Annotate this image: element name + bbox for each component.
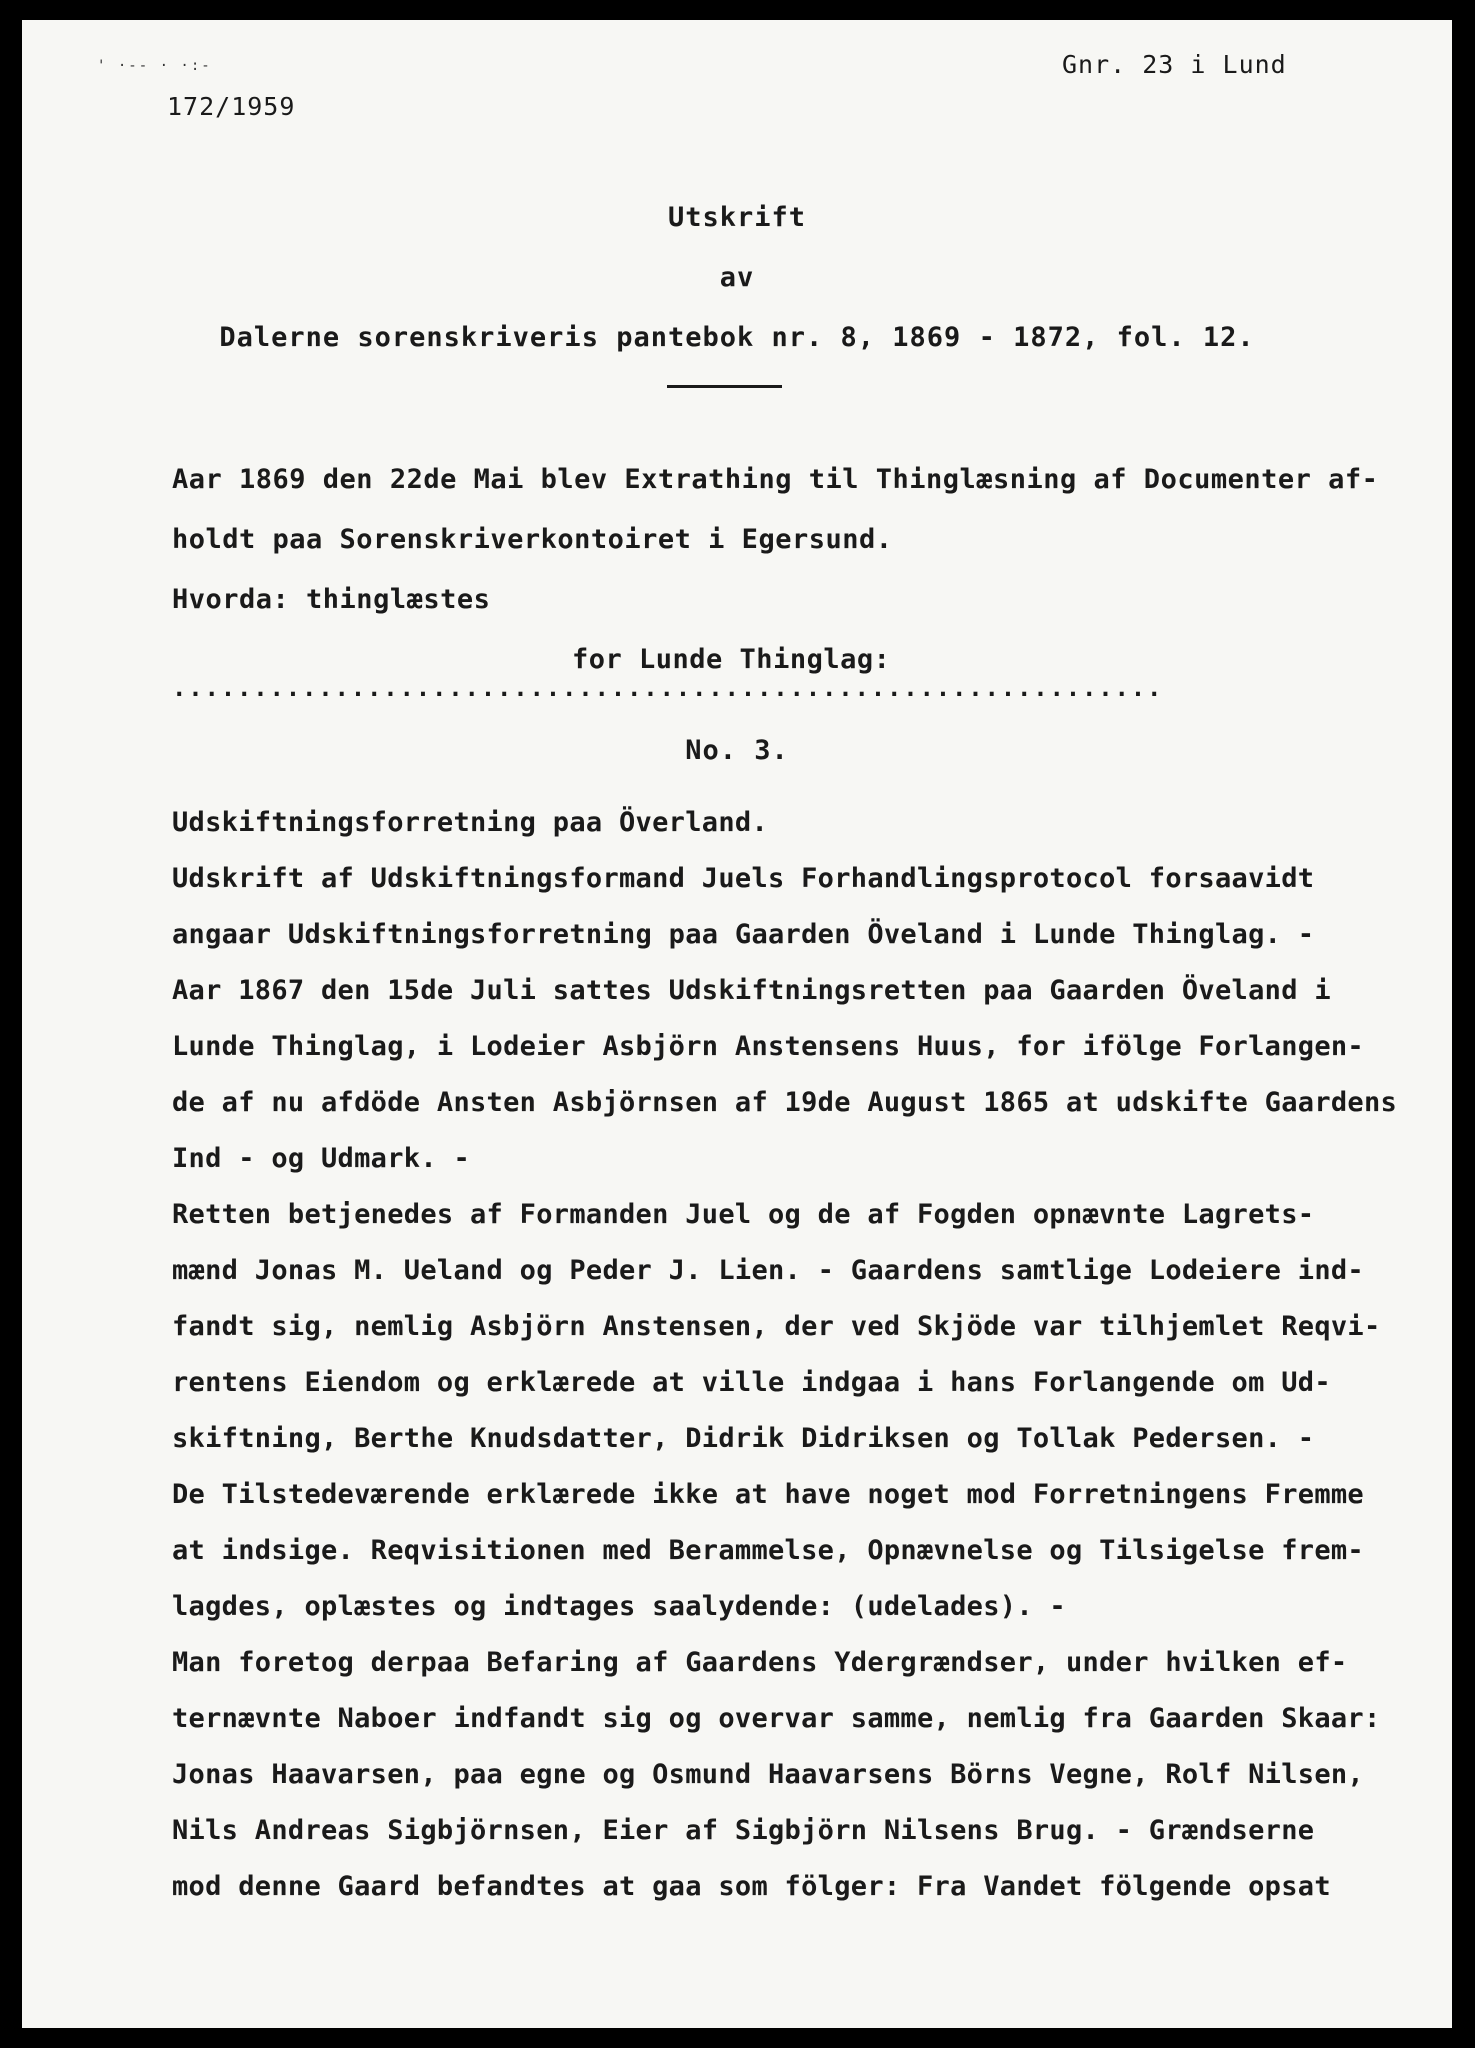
body-line: mod denne Gaard befandtes at gaa som fölger: Fra Vandet fölgende opsat xyxy=(172,1871,1331,1902)
title-av: av xyxy=(719,262,755,293)
intro-line: Aar 1869 den 22de Mai blev Extrathing til Thinglæsning af Documenter af- xyxy=(172,464,1379,495)
title-rule xyxy=(667,385,782,388)
corner-mark: ' ·-- · ·:- xyxy=(97,58,212,74)
entry-number: No. 3. xyxy=(685,735,789,766)
body-line: Ind - og Udmark. - xyxy=(172,1143,470,1174)
title-utskrift: Utskrift xyxy=(667,202,807,233)
body-line: fandt sig, nemlig Asbjörn Anstensen, der ved Skjöde var tilhjemlet Reqvi- xyxy=(172,1311,1381,1342)
intro-thinglag: for Lunde Thinglag: xyxy=(572,644,891,675)
dotted-separator: ····························································· xyxy=(172,680,1164,708)
body-line: de af nu afdöde Ansten Asbjörnsen af 19de August 1865 at udskifte Gaardens xyxy=(172,1087,1398,1118)
intro-line: Hvorda: thinglæstes xyxy=(172,584,491,615)
body-text xyxy=(172,795,1402,1915)
body-line: Jonas Haavarsen, paa egne og Osmund Haavarsens Börns Vegne, Rolf Nilsen, xyxy=(172,1759,1364,1790)
body-line: lagdes, oplæstes og indtages saalydende: (udelades). - xyxy=(172,1591,1066,1622)
body-line: skiftning, Berthe Knudsdatter, Didrik Didriksen og Tollak Pedersen. - xyxy=(172,1423,1315,1454)
gnr-label: Gnr. 23 i Lund xyxy=(1062,50,1287,79)
body-line: at indsige. Reqvisitionen med Berammelse, Opnævnelse og Tilsigelse frem- xyxy=(172,1535,1364,1566)
intro-line: holdt paa Sorenskriverkontoiret i Egersund. xyxy=(172,524,893,555)
document-page xyxy=(22,20,1452,2028)
body-line: Aar 1867 den 15de Juli sattes Udskiftningsretten paa Gaarden Öveland i xyxy=(172,975,1331,1006)
title-block xyxy=(22,188,1452,368)
body-line: mænd Jonas M. Ueland og Peder J. Lien. - Gaardens samtlige Lodeiere ind- xyxy=(172,1255,1364,1286)
body-line: angaar Udskiftningsforretning paa Gaarden Öveland i Lunde Thinglag. - xyxy=(172,919,1315,950)
body-line: Man foretog derpaa Befaring af Gaardens Ydergrændser, under hvilken ef- xyxy=(172,1647,1348,1678)
body-line: Lunde Thinglag, i Lodeier Asbjörn Anstensens Huus, for ifölge Forlangen- xyxy=(172,1031,1364,1062)
body-line: Nils Andreas Sigbjörnsen, Eier af Sigbjörn Nilsens Brug. - Grændserne xyxy=(172,1815,1315,1846)
body-line: Udskrift af Udskiftningsformand Juels Forhandlingsprotocol forsaavidt xyxy=(172,863,1315,894)
title-source: Dalerne sorenskriveris pantebok nr. 8, 1869 - 1872, fol. 12. xyxy=(219,322,1255,353)
reference-number: 172/1959 xyxy=(167,92,296,121)
body-line: Retten betjenedes af Formanden Juel og de af Fogden opnævnte Lagrets- xyxy=(172,1199,1315,1230)
body-line: Udskiftningsforretning paa Överland. xyxy=(172,807,768,838)
body-line: rentens Eiendom og erklærede at ville indgaa i hans Forlangende om Ud- xyxy=(172,1367,1331,1398)
intro-paragraph xyxy=(172,450,1402,690)
body-line: De Tilstedeværende erklærede ikke at have noget mod Forretningens Fremme xyxy=(172,1479,1364,1510)
body-line: ternævnte Naboer indfandt sig og overvar samme, nemlig fra Gaarden Skaar: xyxy=(172,1703,1381,1734)
